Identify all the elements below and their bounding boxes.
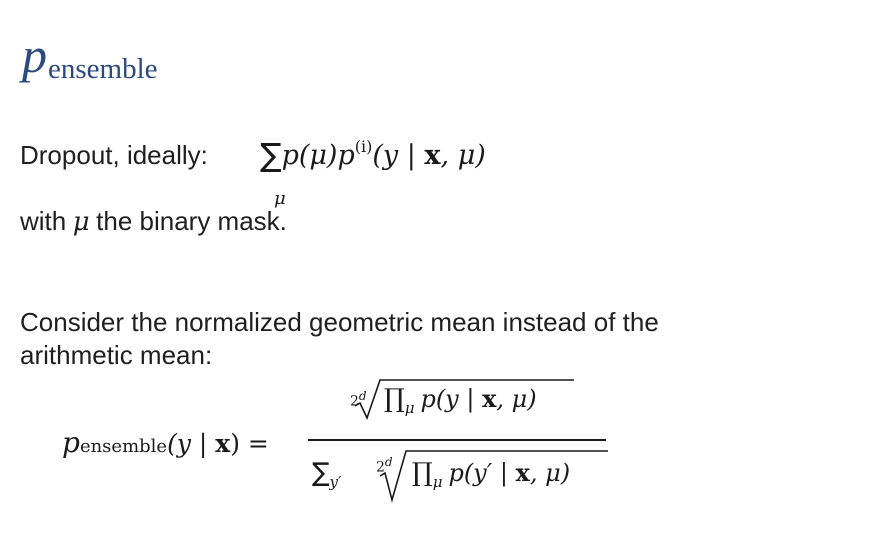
dropout-sum-expression [260, 134, 486, 172]
numerator [350, 372, 580, 422]
lhs-subscript: ensemble [79, 436, 168, 457]
dropout-label: Dropout, ideally: [20, 140, 208, 170]
sum-args: (y | [372, 140, 425, 171]
formula-lhs [62, 426, 269, 459]
title-p-symbol: p [22, 27, 47, 83]
mask-mu-symbol: μ [72, 207, 90, 237]
lhs-p: p [62, 426, 80, 459]
consider-line-1: Consider the normalized geometric mean instead of the [20, 307, 659, 337]
sum-superscript: (i) [354, 137, 373, 156]
mask-suffix: the binary mask. [96, 206, 287, 236]
denominator [312, 448, 612, 508]
den-sum-icon: ∑ [312, 458, 330, 488]
lhs-bold-x: x [215, 429, 231, 458]
den-sum-sub: y′ [329, 473, 342, 491]
consider-line-2: arithmetic mean: [20, 340, 213, 370]
lhs-close: ) = [230, 429, 269, 458]
num-prod-icon: ∏ [384, 384, 405, 414]
num-prod-sub: μ [404, 399, 415, 417]
den-bold-x: x [515, 458, 530, 487]
sum-symbol: ∑ [260, 136, 282, 174]
sum-body: p(μ)p [281, 140, 355, 171]
mask-prefix: with [20, 206, 67, 236]
mask-note [20, 206, 287, 237]
num-radicand [384, 384, 537, 417]
lhs-args: (y | [167, 429, 216, 458]
num-root-exp: d [358, 389, 367, 403]
ensemble-formula [62, 372, 622, 512]
sum-tail: , μ) [440, 140, 486, 171]
slide-title [22, 26, 157, 84]
num-tail: , μ) [496, 385, 537, 413]
sum-subscript: μ [274, 188, 286, 209]
title-subscript: ensemble [48, 53, 158, 85]
den-tail: , μ) [529, 459, 571, 487]
sum-bold-x: x [424, 140, 441, 171]
num-bold-x: x [482, 384, 497, 413]
den-prod-sub: μ [432, 473, 443, 491]
num-args: p(y | [420, 385, 483, 413]
den-radicand [412, 458, 571, 491]
den-root-exp: d [384, 455, 393, 469]
fraction-bar [308, 439, 606, 441]
num-root-base: 2 [350, 393, 359, 410]
den-root-base: 2 [376, 459, 385, 476]
den-prod-icon: ∏ [412, 458, 433, 488]
den-args: p(y′ | [448, 459, 516, 487]
